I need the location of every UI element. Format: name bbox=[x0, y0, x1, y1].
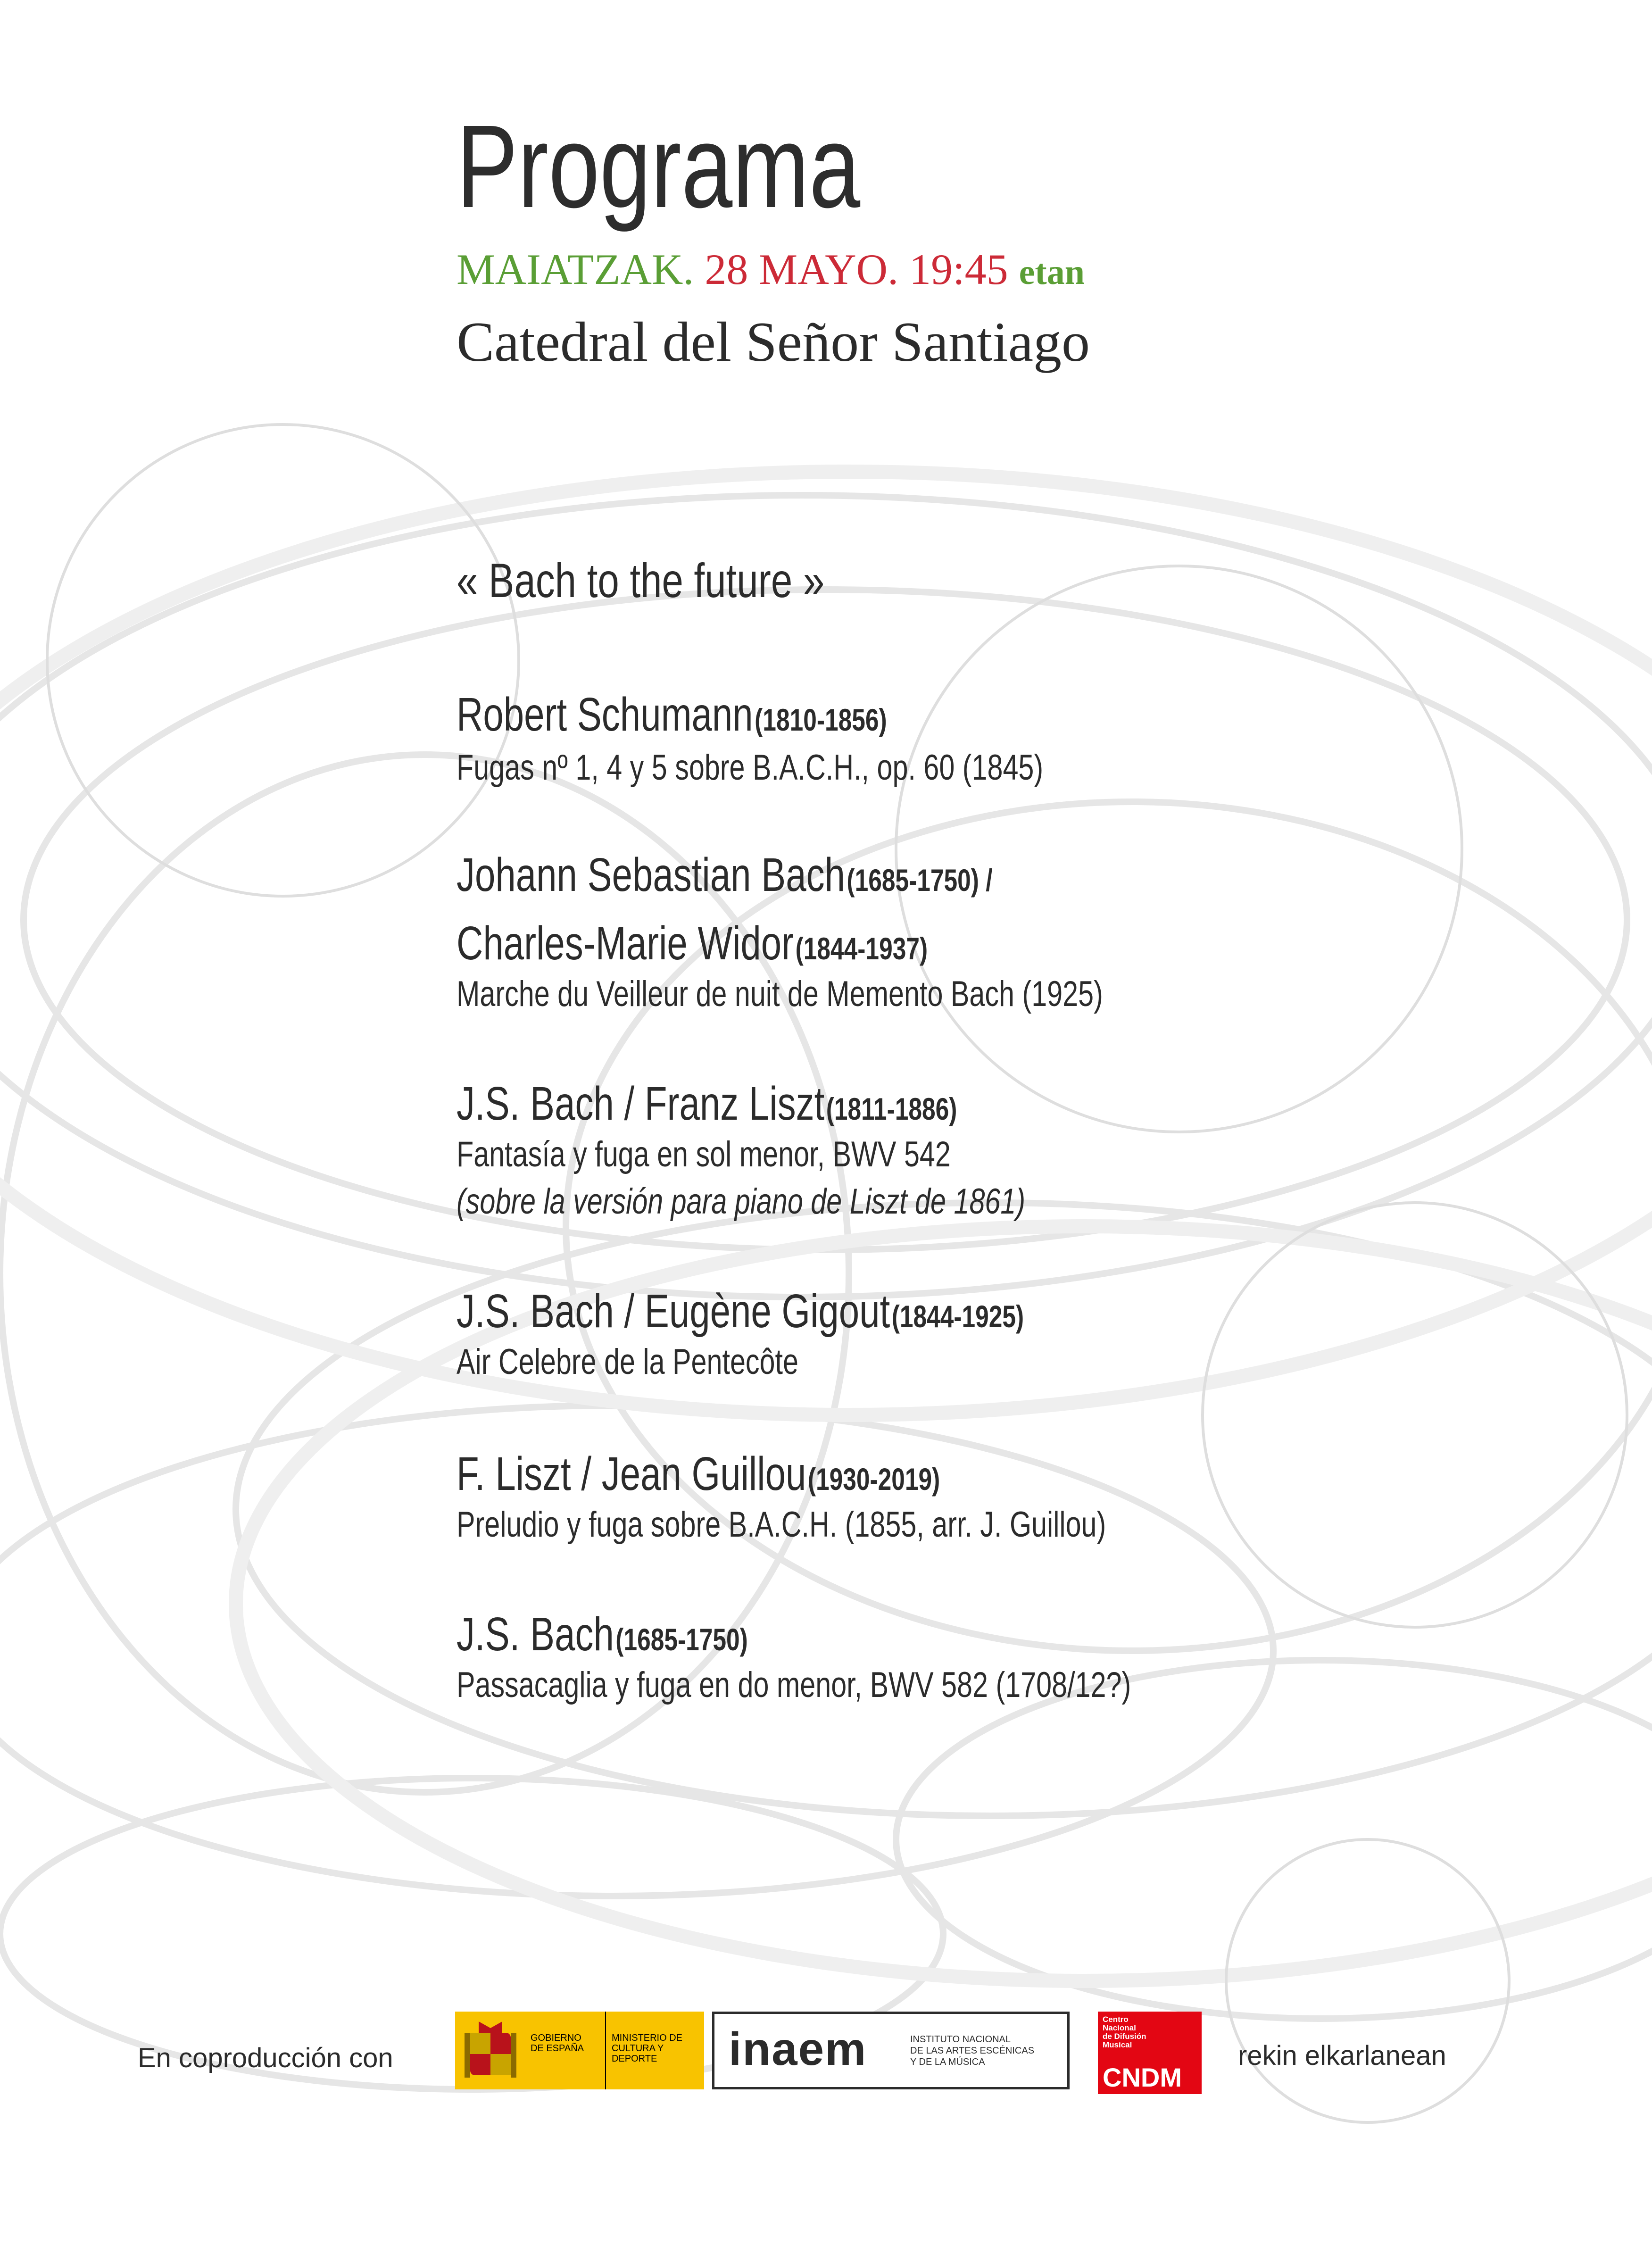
work-note-text: (sobre la versión para piano de Liszt de 1861) bbox=[457, 1181, 1026, 1222]
program-title: « Bach to the future » bbox=[457, 554, 825, 607]
composer-years: (1930-2019) bbox=[807, 1462, 940, 1497]
collaboration-label: rekin elkarlanean bbox=[1238, 2040, 1446, 2071]
cndm-desc-line: de Difusión bbox=[1103, 2032, 1146, 2041]
program-item-heading bbox=[457, 1285, 1024, 1338]
date-day: 28 bbox=[705, 245, 748, 293]
cndm-desc-line: Musical bbox=[1103, 2040, 1132, 2049]
venue: Catedral del Señor Santiago bbox=[457, 310, 1090, 373]
work-title-text: Fantasía y fuga en sol menor, BWV 542 bbox=[457, 1134, 951, 1174]
program-item-heading bbox=[457, 848, 993, 901]
composer-years: (1844-1937) bbox=[795, 931, 928, 966]
composer-name: Robert Schumann bbox=[457, 688, 753, 741]
coproduction-label: En coproducción con bbox=[138, 2043, 393, 2073]
composer-name: J.S. Bach bbox=[457, 1608, 614, 1661]
inaem-logo bbox=[712, 2012, 1070, 2089]
inaem-description bbox=[910, 2034, 1034, 2068]
logo-divider bbox=[605, 2012, 606, 2089]
work-title bbox=[457, 1507, 1106, 1543]
inaem-desc-line: Y DE LA MÚSICA bbox=[910, 2057, 985, 2067]
composer-name: Charles-Marie Widor bbox=[457, 917, 794, 970]
page-title: Programa bbox=[457, 100, 861, 232]
event-time: 19:45 bbox=[909, 245, 1008, 293]
composer-years: (1810-1856) bbox=[755, 702, 887, 737]
program-item-heading-2 bbox=[457, 917, 928, 970]
composer-years: (1844-1925) bbox=[891, 1299, 1024, 1334]
composer-name: J.S. Bach / Eugène Gigout bbox=[457, 1285, 890, 1338]
event-dateline bbox=[457, 245, 1085, 293]
work-title-text: Air Celebre de la Pentecôte bbox=[457, 1342, 798, 1382]
composer-name: F. Liszt / Jean Guillou bbox=[457, 1447, 806, 1500]
program-item-heading bbox=[457, 1077, 957, 1130]
work-title bbox=[457, 1344, 798, 1380]
composer-years: (1685-1750) / bbox=[847, 863, 993, 898]
cndm-logo bbox=[1098, 2012, 1202, 2094]
cndm-desc-line: Centro bbox=[1103, 2015, 1129, 2024]
inaem-wordmark: inaem bbox=[729, 2023, 867, 2075]
work-title-text: Marche du Veilleur de nuit de Memento Bach (1925) bbox=[457, 974, 1103, 1014]
composer-years: (1811-1886) bbox=[826, 1091, 957, 1126]
work-title bbox=[457, 1134, 951, 1174]
work-title-text: Passacaglia y fuga en do menor, BWV 582 (1708/12?) bbox=[457, 1665, 1131, 1705]
work-title bbox=[457, 750, 1043, 786]
gobierno-text: GOBIERNO DE ESPAÑA bbox=[531, 2033, 584, 2054]
cndm-desc-line: Nacional bbox=[1103, 2023, 1136, 2032]
time-suffix: etan bbox=[1019, 252, 1085, 292]
composer-name: J.S. Bach / Franz Liszt bbox=[457, 1077, 825, 1130]
ministerio-logo bbox=[455, 2012, 704, 2089]
ministerio-text: MINISTERIO DE CULTURA Y DEPORTE bbox=[612, 2033, 683, 2064]
cndm-wordmark: CNDM bbox=[1103, 2063, 1182, 2092]
composer-name: Johann Sebastian Bach bbox=[457, 848, 845, 901]
inaem-desc-line: INSTITUTO NACIONAL bbox=[910, 2034, 1011, 2045]
coat-of-arms-icon bbox=[465, 2019, 516, 2082]
program-item-heading bbox=[457, 1447, 940, 1500]
composer-years: (1685-1750) bbox=[615, 1622, 748, 1657]
work-title bbox=[457, 1667, 1131, 1703]
work-title-text: Preludio y fuga sobre B.A.C.H. (1855, arr. J. Guillou) bbox=[457, 1505, 1106, 1545]
work-note bbox=[457, 1181, 1026, 1222]
inaem-desc-line: DE LAS ARTES ESCÉNICAS bbox=[910, 2046, 1035, 2056]
date-basque: MAIATZAK. bbox=[457, 245, 694, 293]
work-title bbox=[457, 976, 1103, 1012]
program-item-heading bbox=[457, 688, 887, 741]
program-item-heading bbox=[457, 1608, 748, 1661]
cndm-description bbox=[1103, 2015, 1146, 2049]
date-spanish: MAYO. bbox=[759, 245, 899, 293]
work-title-text: Fugas nº 1, 4 y 5 sobre B.A.C.H., op. 60 (1845) bbox=[457, 748, 1044, 788]
